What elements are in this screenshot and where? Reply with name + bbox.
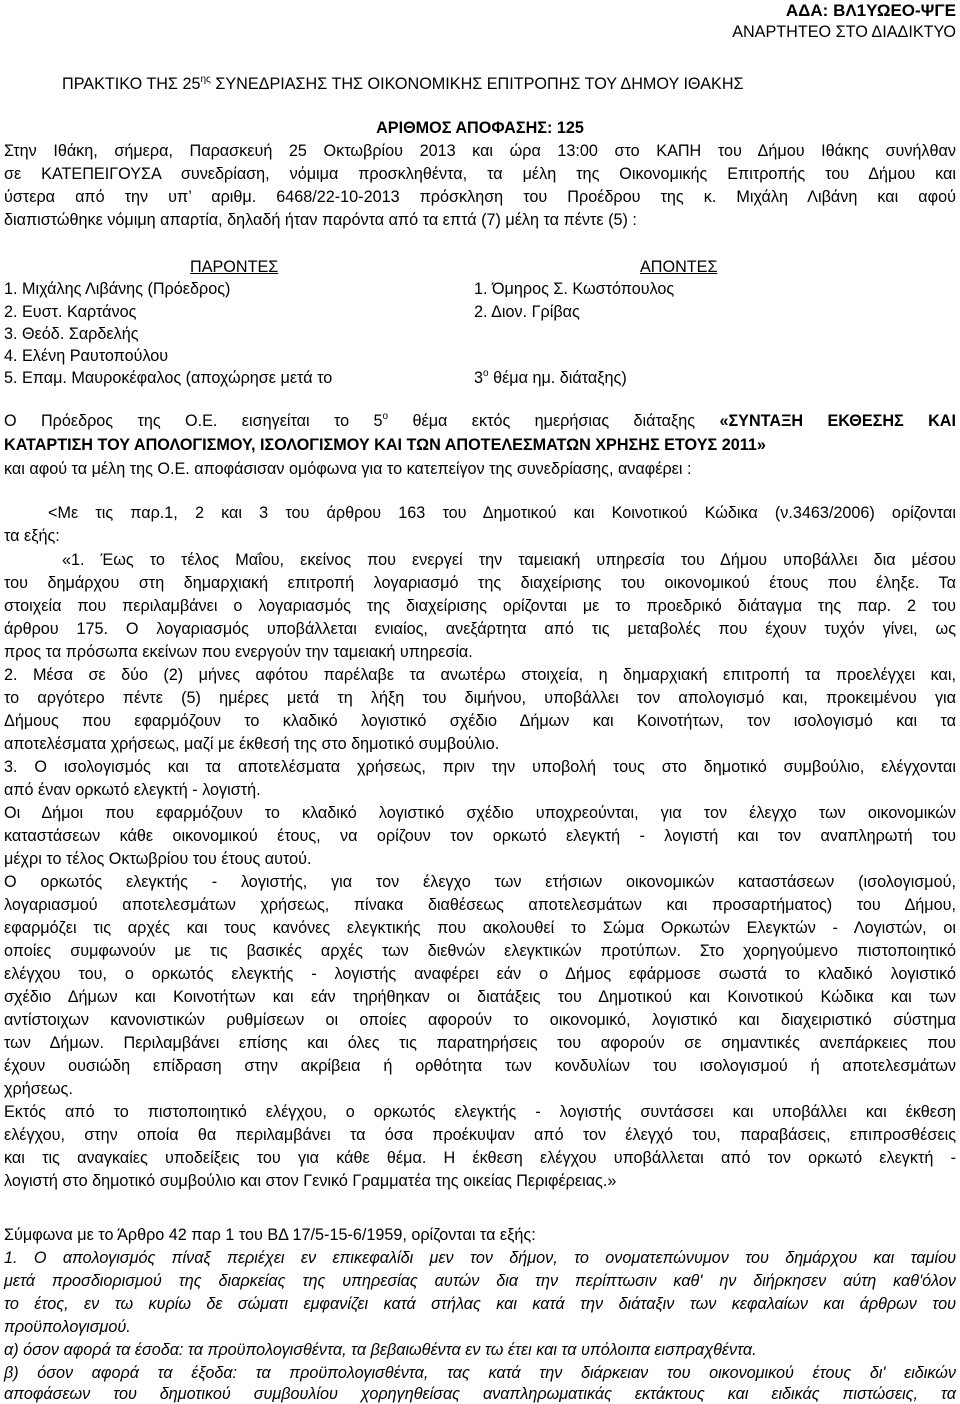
ada-code: ΑΔΑ: ΒΛ1ΥΩΕΟ-ΨΓΕ xyxy=(785,1,956,20)
article-line: μετά προσδιορισμού της διαρκείας της υπηρεσίας αυτών δια την περίπτωσιν καθ' ην διήρκησεν αύτη καθ'όλον xyxy=(4,1272,956,1290)
subject-line: Ο Πρόεδρος της Ο.Ε. εισηγείται το $5^o$ θέμα εκτός ημερήσιας διάταξης «ΣΥΝΤΑΞΗ ΕΚΘΕΣΗΣ ΚΑΙ xyxy=(4,411,956,430)
body-line: σχέδιο Δήμων και Κοινοτήτων και εάν τηρήθηκαν οι διατάξεις του Δημοτικού και Κοινοτικού Κώδικα και των xyxy=(4,988,956,1006)
intro-line: διαπιστώθηκε νόμιμη απαρτία, δηλαδή ήταν παρόντα από τα επτά (7) μέλη τα πέντε (5) : xyxy=(4,211,637,229)
absent-heading: ΑΠΟΝΤΕΣ xyxy=(640,258,718,276)
subject-line: και αφού τα μέλη της Ο.Ε. αποφάσισαν ομόφωνα για το κατεπείγον της συνεδρίασης, αναφέρει : xyxy=(4,460,692,478)
present-heading: ΠΑΡΟΝΤΕΣ xyxy=(190,258,279,276)
article-line: β) όσον αφορά τα έξοδα: τα προϋπολογισθέντα, τας κατά την διάρκειαν του οικονομικού έτους δι' ειδικών xyxy=(4,1364,956,1382)
body-line: οποίες συμφωνούν με τις βασικές αρχές των διεθνών ελεγκτικών προτύπων. Στο χορηγούμενο πιστοποιητικό xyxy=(4,942,956,960)
body-line: το αργότερο πέντε (5) ημέρες μετά τη λήξη του διμήνου, υποβάλλει τον απολογισμό και, προκειμένου για xyxy=(4,689,956,707)
law-intro-line: τα εξής: xyxy=(4,527,60,545)
body-line: ελέγχου, στην οποία θα περιλαμβάνει τα όσα προέκυψαν από τον έλεγχό του, παραβάσεις, επιπροσθέσεις xyxy=(4,1126,956,1144)
intro-line: ύστερα από την υπ’ αριθμ. 6468/22-10-2013 πρόσκληση του Προέδρου της κ. Μιχάλη Λιβάνη και αφού xyxy=(4,188,956,206)
body-line: Ο ορκωτός ελεγκτής - λογιστής, για τον έλεγχο των ετήσιων οικονομικών καταστάσεων (ισολογισμού, xyxy=(4,873,956,891)
body-line: εφαρμόζει τις αρχές και τους κανόνες ελεγκτικής που ακολουθεί το Σώμα Ορκωτών Ελεγκτών - Λογιστών, οι xyxy=(4,919,956,937)
body-line: ελέγχου του, ο ορκωτός ελεγκτής - λογιστής αναφέρει εάν ο Δήμος εφάρμοσε σωστά το κλαδικό λογιστικό xyxy=(4,965,956,983)
intro-line: Στην Ιθάκη, σήμερα, Παρασκευή 25 Οκτωβρίου 2013 και ώρα 13:00 στο ΚΑΠΗ του Δήμου Ιθάκης συνήλθαν xyxy=(4,142,956,160)
body-line: 2. Μέσα σε δύο (2) μήνες αφότου παρέλαβε τα ανωτέρω στοιχεία, η δημαρχιακή επιτροπή τα προελέγχει και, xyxy=(4,666,956,684)
article-intro: Σύμφωνα με το Άρθρο 42 παρ 1 του ΒΔ 17/5-15-6/1959, ορίζονται τα εξής: xyxy=(4,1226,536,1244)
body-line: «1. Έως το τέλος Μαΐου, εκείνος που ενεργεί την ταμειακή υπηρεσία του Δήμου υποβάλλει δια μέσου xyxy=(62,551,956,569)
body-line: αντίστοιχων κανονιστικών ρυθμίσεων οι οποίες αφορούν το οικονομικό, λογιστικό και διαχειριστικό σύστημα xyxy=(4,1011,956,1029)
body-line: λογαριασμού αποτελεσμάτων χρήσεως, πίνακα διαθέσεως αποτελεσμάτων και προσαρτήματος) του Δήμου, xyxy=(4,896,956,914)
present-member: 1. Μιχάλης Λιβάνης (Πρόεδρος) xyxy=(4,280,231,298)
article-line: α) όσον αφορά τα έσοδα: τα προϋπολογισθέντα, τα βεβαιωθέντα εν τω έτει και τα υπόλοιπα εισπραχθέντα. xyxy=(4,1341,757,1359)
body-line: αποτελέσματα χρήσεως, μαζί με έκθεσή της στο δημοτικό συμβούλιο. xyxy=(4,735,500,753)
body-line: καταστάσεων κάθε οικονομικού έτους, να ορίζουν τον ορκωτό ελεγκτή - λογιστή και τον αναπληρωτή του xyxy=(4,827,956,845)
article-line: το έτος, εν τω κυρίω δε σώματι εμφανίζει κατά στήλας και κατά την διάταξιν των κεφαλαίων και άρθρων του xyxy=(4,1295,956,1313)
body-line: του δημάρχου στη δημαρχιακή επιτροπή λογαριασμό της διαχείρισης του οικονομικού έτους που έληξε. Τα xyxy=(4,574,956,592)
law-intro-line: <Με τις παρ.1, 2 και 3 του άρθρου 163 του Δημοτικού και Κοινοτικού Κώδικα (ν.3463/2006) ορίζονται xyxy=(48,504,956,522)
present-member: 3. Θεόδ. Σαρδελής xyxy=(4,325,139,343)
body-line: Εκτός από το πιστοποιητικό ελέγχου, ο ορκωτός ελεγκτής - λογιστής συντάσσει και υποβάλλει και έκθεση xyxy=(4,1103,956,1121)
subject-title: «ΣΥΝΤΑΞΗ ΕΚΘΕΣΗΣ ΚΑΙ xyxy=(719,412,956,430)
body-line: Δήμους που εφαρμόζουν το κλαδικό λογιστικό σχέδιο Δήμων και Κοινοτήτων, τον ισολογισμό και τα xyxy=(4,712,956,730)
present-member: 2. Ευστ. Καρτάνος xyxy=(4,303,137,321)
subject-title-cont: ΚΑΤΑΡΤΙΣΗ ΤΟΥ ΑΠΟΛΟΓΙΣΜΟΥ, ΙΣΟΛΟΓΙΣΜΟΥ ΚΑΙ ΤΩΝ ΑΠΟΤΕΛΕΣΜΑΤΩΝ ΧΡΗΣΗΣ ΕΤΟΥΣ 2011» xyxy=(4,436,766,454)
intro-line: σε ΚΑΤΕΠΕΙΓΟΥΣΑ συνεδρίαση, νόμιμα προσκληθέντα, τα μέλη της Οικονομικής Επιτροπής του Δήμου και xyxy=(4,165,956,183)
body-line: λογιστή στο δημοτικό συμβούλιο και στον Γενικό Γραμματέα της οικείας Περιφέρειας.» xyxy=(4,1172,617,1190)
body-line: και τις αναγκαίες υποδείξεις του για κάθε θέμα. Η έκθεση ελέγχου υποβάλλεται από τον ορκωτό ελεγκτή - xyxy=(4,1149,956,1167)
absent-member: 2. Διον. Γρίβας xyxy=(474,303,580,321)
decision-number: ΑΡΙΘΜΟΣ ΑΠΟΦΑΣΗΣ: 125 xyxy=(376,119,584,137)
present-member: 5. Επαμ. Μαυροκέφαλος (αποχώρησε μετά το xyxy=(4,369,333,387)
body-line: μέχρι το τέλος Οκτωβρίου του έτους αυτού. xyxy=(4,850,312,868)
body-line: στοιχεία που περιλαμβάνει ο λογαριασμός της διαχείρισης ορίζονται με το προεδρικό διάταγμα της παρ. 2 του xyxy=(4,597,956,615)
minutes-title: ΠΡΑΚΤΙΚΟ ΤΗΣ $25^{\eta\varsigma}$ ΣΥΝΕΔΡΙΑΣΗΣ ΤΗΣ ΟΙΚΟΝΟΜΙΚΗΣ ΕΠΙΤΡΟΠΗΣ ΤΟΥ ΔΗΜΟΥ ΙΘΑΚΗΣ xyxy=(62,74,744,93)
body-line: άρθρου 175. Ο λογαριασμός υποβάλλεται ενιαίος, ανεξάρτητα από τις μεταβολές που έχουν τυχόν γίνει, ως xyxy=(4,620,956,638)
article-line: 1. Ο απολογισμός πίναξ περιέχει εν επικεφαλίδι μεν τον δήμον, το ονοματεπώνυμον του δημάρχου και ταμίου xyxy=(4,1249,956,1267)
body-line: 3. Ο ισολογισμός και τα αποτελέσματα χρήσεως, πριν την υποβολή τους στο δημοτικό συμβούλιο, ελέγχονται xyxy=(4,758,956,776)
present-member: 4. Ελένη Ραυτοπούλου xyxy=(4,347,169,365)
body-line: Οι Δήμοι που εφαρμόζουν το κλαδικό λογιστικό σχέδιο υποχρεούνται, για τον έλεγχο των οικονομικών xyxy=(4,804,956,822)
posting-notice: ΑΝΑΡΤΗΤΕΟ ΣΤΟ ΔΙΑΔΙΚΤΥΟ xyxy=(732,23,956,41)
body-line: από έναν ορκωτό ελεγκτή - λογιστή. xyxy=(4,781,261,799)
body-line: χρήσεως. xyxy=(4,1080,73,1098)
body-line: των Δήμων. Περιλαμβάνει επίσης και όλες τις παρατηρήσεις του αφορούν σε σημαντικές ανεπάρκειες που xyxy=(4,1034,956,1052)
body-line: προς τα πρόσωπα εκείνων που ενεργούν την ταμειακή υπηρεσία. xyxy=(4,643,473,661)
body-line: έχουν ουσιώδη επίδραση στην ακρίβεια ή ορθότητα των κονδυλίων του ισολογισμού ή αποτελεσμάτων xyxy=(4,1057,956,1075)
absent-member: 1. Όμηρος Σ. Κωστόπουλος xyxy=(474,280,675,298)
article-line: προϋπολογισμού. xyxy=(4,1318,131,1336)
departure-note: $3^o$ θέμα ημ. διάταξης) xyxy=(474,368,627,387)
article-line: αποφάσεων του δημοτικού συμβουλίου χορηγηθείσας αναπληρωματικάς εκτάκτους και ειδικάς πιστώσεις, τα xyxy=(4,1385,956,1403)
